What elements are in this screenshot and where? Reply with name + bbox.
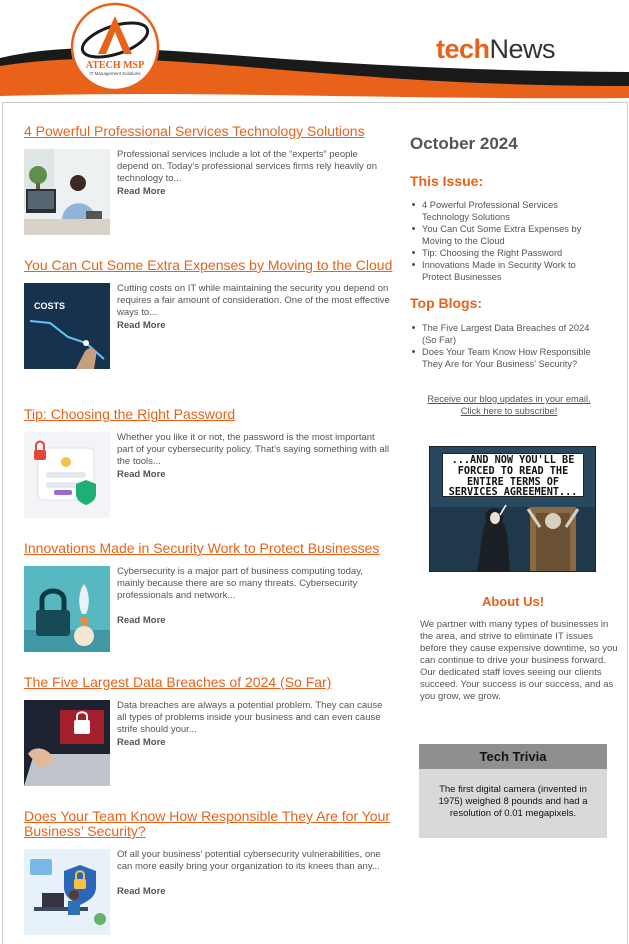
brand-tech: tech <box>436 34 490 64</box>
article-image-laptop-breach[interactable] <box>24 700 110 786</box>
top-blogs-list <box>412 322 600 370</box>
this-issue-item[interactable]: 4 Powerful Professional Services Technology Solutions <box>412 199 600 223</box>
article <box>24 541 394 654</box>
trivia-text: The first digital camera (invented in 1975) weighed 8 pounds and had a resolution of 0.01 megapixels. <box>438 784 588 819</box>
article <box>24 407 394 520</box>
this-issue-item[interactable]: Tip: Choosing the Right Password <box>412 247 600 259</box>
comic-strip[interactable] <box>429 446 596 572</box>
read-more-link[interactable]: Read More <box>117 469 166 480</box>
article-image-costs-chart[interactable] <box>24 283 110 369</box>
read-more-link[interactable]: Read More <box>117 186 166 197</box>
this-issue-heading: This Issue: <box>410 173 484 189</box>
article-image-security-desk[interactable] <box>24 849 110 935</box>
logo-name: ATECH MSP <box>85 60 145 71</box>
this-issue-list <box>412 199 600 283</box>
article-excerpt: Professional services include a lot of the “experts” people depend on. Today’s professional services firms rely heavily on technology to... <box>117 149 377 184</box>
article-body <box>24 432 394 520</box>
logo-emblem <box>70 2 160 92</box>
article <box>24 675 394 788</box>
article-excerpt: Data breaches are always a potential problem. They can cause all types of problems inside your business and can even cause strife should your... <box>117 700 383 735</box>
article-body <box>24 700 394 788</box>
subscribe-link[interactable]: Receive our blog updates in your email. Click here to subscribe! <box>427 394 591 416</box>
article <box>24 809 394 937</box>
article-body <box>24 849 394 937</box>
article-title-link[interactable]: Does Your Team Know How Responsible They Are for Your Business’ Security? <box>24 808 391 839</box>
article-title-link[interactable]: You Can Cut Some Extra Expenses by Moving to the Cloud <box>24 257 393 273</box>
read-more-link[interactable]: Read More <box>117 886 166 897</box>
article-image-man-at-computer[interactable] <box>24 149 110 235</box>
article-excerpt: Of all your business’ potential cybersecurity vulnerabilities, one can more easily bring your organization to its knees than any... <box>117 849 381 872</box>
article <box>24 124 394 237</box>
tech-trivia-box <box>419 744 607 838</box>
article-body <box>24 149 394 237</box>
article-title-link[interactable]: Innovations Made in Security Work to Protect Businesses <box>24 540 380 556</box>
this-issue-item[interactable]: You Can Cut Some Extra Expenses by Moving to the Cloud <box>412 223 600 247</box>
read-more-link[interactable]: Read More <box>117 615 166 626</box>
comic-caption: ...AND NOW YOU'LL BE FORCED TO READ THE ENTIRE TERMS OF SERVICES AGREEMENT... <box>442 453 584 497</box>
article-title-link[interactable]: 4 Powerful Professional Services Technology Solutions <box>24 123 365 139</box>
top-blogs-heading: Top Blogs: <box>410 295 483 311</box>
read-more-link[interactable]: Read More <box>117 737 166 748</box>
trivia-heading: Tech Trivia <box>419 744 607 769</box>
article-image-password-form[interactable] <box>24 432 110 518</box>
technews-brand <box>436 34 555 65</box>
atech-logo[interactable] <box>70 2 160 92</box>
this-issue-item[interactable]: Innovations Made in Security Work to Protect Businesses <box>412 259 600 283</box>
issue-date: October 2024 <box>410 134 518 153</box>
article <box>24 258 394 371</box>
about-text: We partner with many types of businesses in the area, and strive to eliminate IT issues before they cause expensive downtime, so you can continue to drive your business forward. Our dedicated staff loves seeing our clients succeed. Your success is our success, and as you grow, we grow. <box>420 619 618 702</box>
costs-label: COSTS <box>34 301 66 311</box>
article-title-link[interactable]: Tip: Choosing the Right Password <box>24 406 236 422</box>
brand-news: News <box>489 34 556 64</box>
article-image-padlock-rocket[interactable] <box>24 566 110 652</box>
article-title-link[interactable]: The Five Largest Data Breaches of 2024 (So Far) <box>24 674 332 690</box>
article-excerpt: Cybersecurity is a major part of business computing today, mainly because there are so many threats. Cybersecurity professionals and network... <box>117 566 363 601</box>
read-more-link[interactable]: Read More <box>117 320 166 331</box>
article-excerpt: Cutting costs on IT while maintaining the security you depend on requires a fair amount of consideration. One of the most effective ways to... <box>117 283 390 318</box>
article-body <box>24 283 394 371</box>
article-body <box>24 566 394 654</box>
newsletter-header <box>0 0 629 104</box>
logo-tagline: IT Management Solutions <box>89 71 141 76</box>
about-heading: About Us! <box>481 594 545 609</box>
top-blog-item[interactable]: The Five Largest Data Breaches of 2024 (So Far) <box>412 322 600 346</box>
top-blog-item[interactable]: Does Your Team Know How Responsible They Are for Your Business’ Security? <box>412 346 600 370</box>
article-excerpt: Whether you like it or not, the password is the most important part of your cybersecurity policy. That’s saying something with all the tools... <box>117 432 389 467</box>
